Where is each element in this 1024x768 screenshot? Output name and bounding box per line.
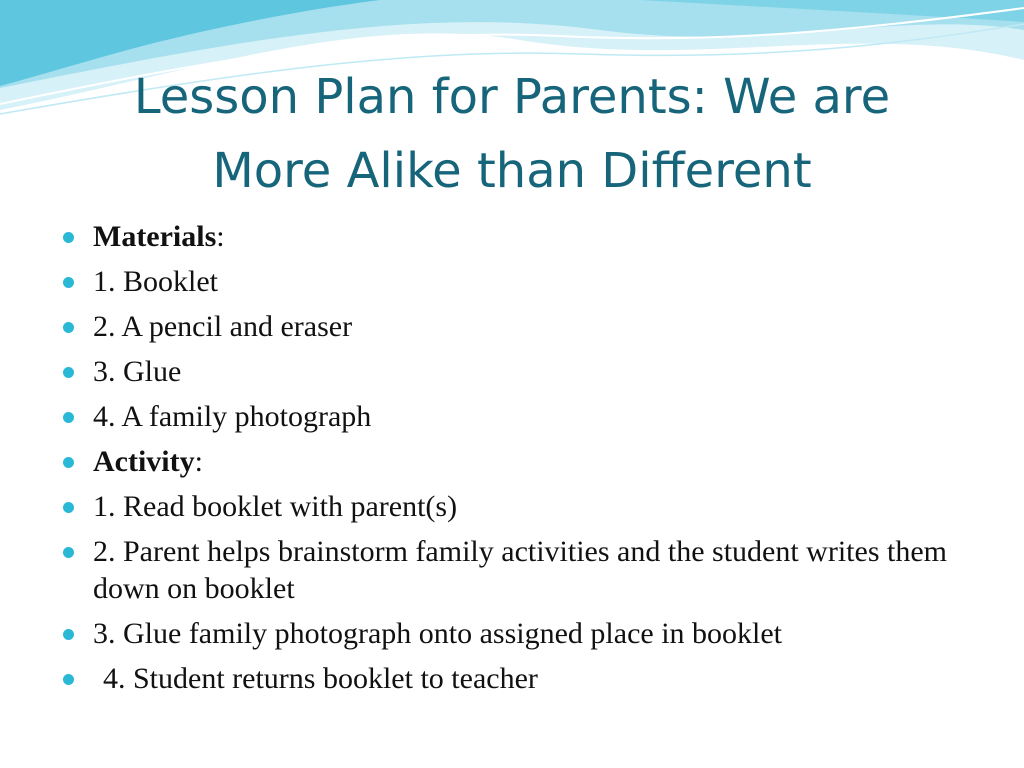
list-item-text: 2. Parent helps brainstorm family activities and the student writes them down on booklet: [93, 535, 947, 605]
bullet-dot-icon: [63, 547, 74, 558]
list-item: [62, 218, 982, 255]
bullet-dot-icon: [63, 322, 74, 333]
list-item: [62, 615, 982, 652]
bullet-dot-icon: [63, 367, 74, 378]
list-item: [62, 308, 982, 345]
bullet-dot-icon: [63, 457, 74, 468]
bullet-list: [62, 218, 982, 705]
list-item-text: 1. Read booklet with parent(s): [93, 490, 458, 523]
list-item-text: 4. A family photograph: [93, 400, 372, 433]
bullet-dot-icon: [63, 629, 74, 640]
bullet-dot-icon: [63, 674, 74, 685]
page-title: [60, 60, 964, 208]
title-line-1: Lesson Plan for Parents: We are: [133, 69, 891, 125]
list-item-text: 2. A pencil and eraser: [93, 310, 353, 343]
section-heading-activity: Activity: [93, 445, 195, 478]
list-item-text: 3. Glue family photograph onto assigned place in booklet: [93, 617, 783, 650]
list-item-text: :: [216, 220, 225, 253]
list-item-text: 4. Student returns booklet to teacher: [103, 662, 538, 695]
title-line-2: More Alike than Different: [212, 143, 812, 199]
bullet-dot-icon: [63, 412, 74, 423]
bullet-dot-icon: [63, 277, 74, 288]
list-item-text: :: [194, 445, 203, 478]
bullet-dot-icon: [63, 232, 74, 243]
list-item: [62, 353, 982, 390]
list-item-text: 1. Booklet: [93, 265, 218, 298]
list-item: [62, 660, 982, 697]
bullet-dot-icon: [63, 502, 74, 513]
list-item: [62, 263, 982, 300]
list-item: [62, 443, 982, 480]
list-item: [62, 488, 982, 525]
list-item: [62, 533, 982, 607]
list-item: [62, 398, 982, 435]
list-item-text: 3. Glue: [93, 355, 182, 388]
section-heading-materials: Materials: [93, 220, 217, 253]
